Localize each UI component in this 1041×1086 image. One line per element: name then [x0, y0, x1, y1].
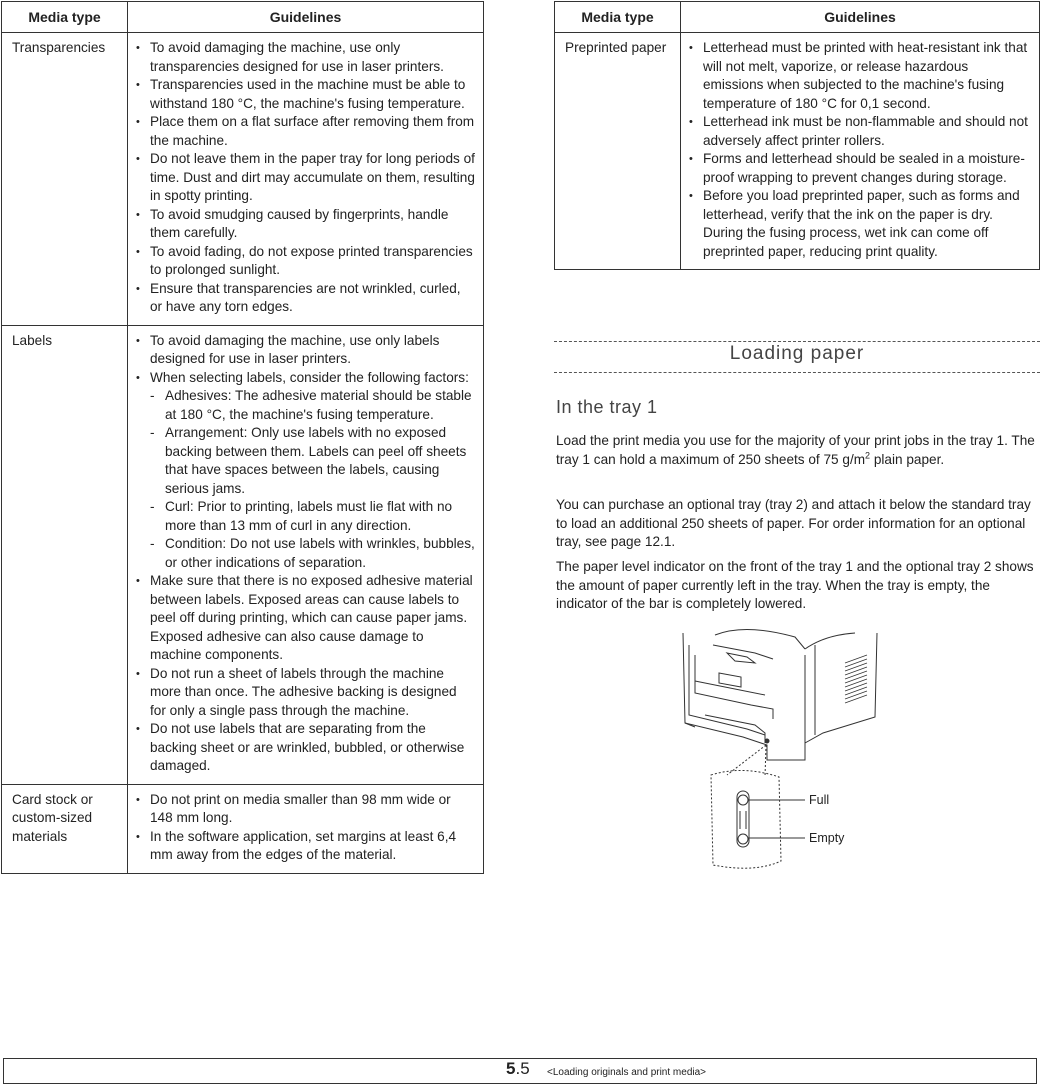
guidelines-header: Guidelines — [128, 2, 484, 33]
page-footer — [3, 1058, 1037, 1084]
paragraph-text: plain paper. — [870, 451, 945, 467]
list-item: • Forms and letterhead should be sealed in a moisture-proof wrapping to prevent changes during storage. — [689, 150, 1031, 187]
list-item: • To avoid smudging caused by fingerprints, handle them carefully. — [136, 206, 475, 243]
list-item: • Do not run a sheet of labels through the machine more than once. The adhesive backing is designed for only a single pass through the machine. — [136, 665, 475, 721]
sub-list — [150, 387, 475, 572]
list-item: • Letterhead must be printed with heat-resistant ink that will not melt, vaporize, or release hazardous emissions when subjected to the machine's fusing temperature of 180 °C for 0,1 second. — [689, 39, 1031, 113]
list-item: • To avoid fading, do not expose printed transparencies to prolonged sunlight. — [136, 243, 475, 280]
chapter-title: <Loading originals and print media> — [547, 1067, 706, 1078]
section-divider-bottom — [554, 372, 1040, 373]
paragraph-tray-capacity — [556, 432, 1036, 469]
guidelines-cell — [128, 33, 484, 326]
section-title: Loading paper — [729, 343, 865, 364]
printer-illustration — [655, 625, 895, 875]
sub-list-item: - Curl: Prior to printing, labels must lie flat with no more than 13 mm of curl in any direction. — [150, 498, 475, 535]
table-row — [2, 784, 484, 873]
guidelines-cell — [681, 33, 1040, 270]
table-row — [2, 33, 484, 326]
list-item: • Do not leave them in the paper tray for long periods of time. Dust and dirt may accumulate on them, resulting in spotty printing. — [136, 150, 475, 206]
empty-label: Empty — [809, 831, 845, 845]
list-item: • To avoid damaging the machine, use only labels designed for use in laser printers. — [136, 332, 475, 369]
superscript: 2 — [865, 449, 871, 460]
table-row — [555, 33, 1040, 270]
page-number — [506, 1060, 530, 1079]
guidelines-cell — [128, 784, 484, 873]
table-row — [2, 325, 484, 784]
full-label: Full — [809, 793, 830, 807]
list-item: • Letterhead ink must be non-flammable and should not adversely affect printer rollers. — [689, 113, 1031, 150]
guidelines-cell — [128, 325, 484, 784]
list-item: • Before you load preprinted paper, such as forms and letterhead, verify that the ink on the paper is dry. During the fusing process, wet ink can come off preprinted paper, reducing print quality. — [689, 187, 1031, 261]
paragraph-text: Load the print media you use for the majority of your print jobs in the tray 1. The tray 1 can hold a maximum of 250 sheets of 75 g/m — [556, 433, 1035, 467]
list-item: • Ensure that transparencies are not wrinkled, curled, or have any torn edges. — [136, 280, 475, 317]
list-item: • Place them on a flat surface after removing them from the machine. — [136, 113, 475, 150]
media-type-cell: Labels — [2, 325, 128, 784]
sub-list-item: - Arrangement: Only use labels with no exposed backing between them. Labels can peel off sheets that have spaces between the labels, causing serious jams. — [150, 424, 475, 498]
paragraph-paper-level: The paper level indicator on the front of the tray 1 and the optional tray 2 shows the amount of paper currently left in the tray. When the tray is empty, the indicator of the bar is completely lowered. — [556, 559, 1034, 611]
page-number-sub: .5 — [515, 1059, 530, 1078]
sub-list-item: - Adhesives: The adhesive material should be stable at 180 °C, the machine's fusing temperature. — [150, 387, 475, 424]
list-item: • Transparencies used in the machine must be able to withstand 180 °C, the machine's fusing temperature. — [136, 76, 475, 113]
left-media-table — [1, 1, 484, 874]
media-type-cell: Card stock or custom-sized materials — [2, 784, 128, 873]
list-item: • Do not print on media smaller than 98 mm wide or 148 mm long. — [136, 791, 475, 828]
list-item: • Make sure that there is no exposed adhesive material between labels. Exposed areas can cause labels to peel off during printing, which can cause paper jams. Exposed adhesive can also cause damage to machine components. — [136, 572, 475, 665]
subsection-title: In the tray 1 — [556, 397, 658, 417]
guidelines-header: Guidelines — [681, 2, 1040, 33]
list-item — [136, 369, 475, 573]
list-item: • Do not use labels that are separating from the backing sheet or are wrinkled, bubbled, or otherwise damaged. — [136, 720, 475, 776]
page-number-main: 5 — [506, 1059, 516, 1078]
right-media-table — [554, 1, 1040, 270]
media-type-cell: Preprinted paper — [555, 33, 681, 270]
sub-list-item: - Condition: Do not use labels with wrinkles, bubbles, or other indications of separation. — [150, 535, 475, 572]
list-item: • In the software application, set margins at least 6,4 mm away from the edges of the material. — [136, 828, 475, 865]
list-item: • To avoid damaging the machine, use only transparencies designed for use in laser printers. — [136, 39, 475, 76]
section-divider-top — [554, 341, 1040, 342]
list-item-text: When selecting labels, consider the following factors: — [150, 369, 469, 385]
media-type-cell: Transparencies — [2, 33, 128, 326]
media-type-header: Media type — [2, 2, 128, 33]
printer-drawing — [655, 625, 895, 875]
paragraph-optional-tray: You can purchase an optional tray (tray 2) and attach it below the standard tray to load an additional 250 sheets of paper. For order information for an optional tray, see page 12.1. — [556, 497, 1031, 549]
media-type-header: Media type — [555, 2, 681, 33]
